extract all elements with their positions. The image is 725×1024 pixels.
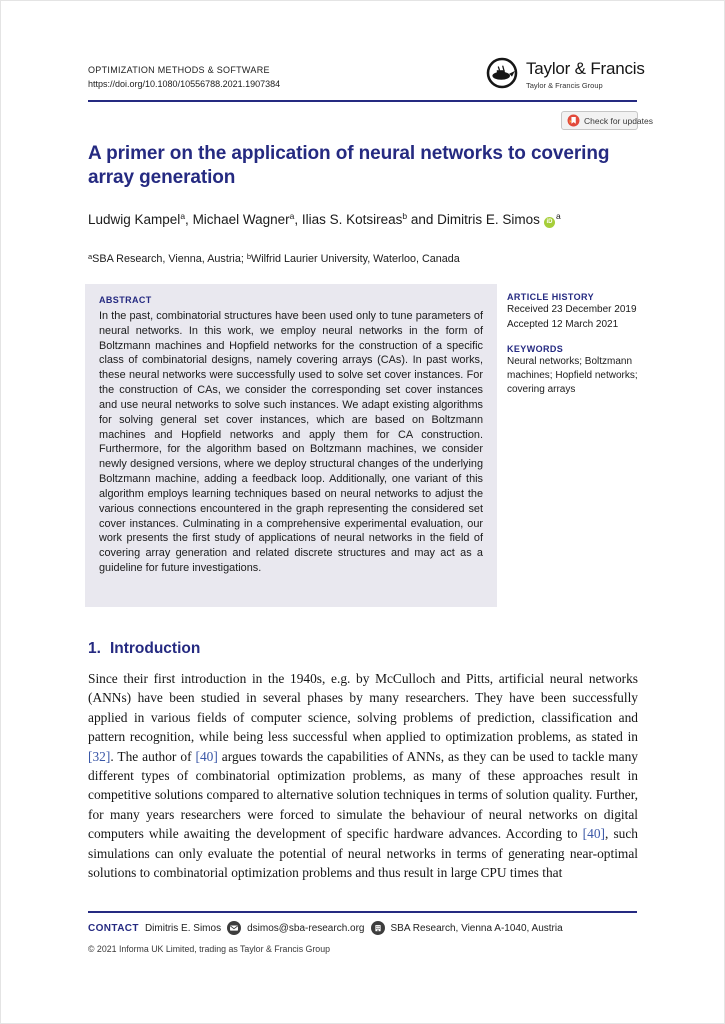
- contact-address: SBA Research, Vienna A-1040, Austria: [390, 922, 563, 934]
- author-name: Michael Wagner: [192, 212, 290, 227]
- affiliations-line: [88, 253, 648, 265]
- abstract-label: ABSTRACT: [99, 295, 152, 305]
- author-separator: ,: [185, 212, 193, 227]
- accepted-date: Accepted 12 March 2021: [507, 319, 619, 330]
- article-history-label: ARTICLE HISTORY: [507, 292, 595, 302]
- citation-link[interactable]: [40]: [195, 748, 218, 764]
- header-divider: [88, 100, 637, 102]
- author-line: [88, 212, 648, 228]
- author-affiliation-marker: a: [180, 211, 186, 221]
- keywords-text: Neural networks; Boltzmann machines; Hopfield networks; covering arrays: [507, 356, 638, 395]
- copyright-line: © 2021 Informa UK Limited, trading as Taylor & Francis Group: [88, 944, 330, 954]
- publisher-logo: [486, 57, 645, 90]
- publisher-wordmark: [526, 57, 645, 90]
- crossmark-icon: [567, 114, 580, 127]
- check-for-updates-button[interactable]: [561, 111, 653, 130]
- author-name: Ilias S. Kotsireas: [301, 212, 403, 227]
- keywords-label: KEYWORDS: [507, 344, 564, 354]
- section-number: 1.: [88, 640, 101, 657]
- citation-link[interactable]: [32]: [88, 748, 111, 764]
- abstract-text: In the past, combinatorial structures have been used only to tune parameters of neural networks. In this work, we employ neural networks in the form of Boltzmann machines and Hopfield networks for the construction of a specific class of combinatorial designs, namely covering arrays (CAs). In past works, these neural networks were successfully used to solve set cover instances. For the construction of CAs, we consider the corresponding set cover instances and use neural networks to solve such instances. We adapt existing algorithms for solving general set cover instances, which are based on Boltzmann machines and Hopfield networks and apply them for CA construction. Furthermore, for the algorithm based on Boltzmann machines, we consider newly designed versions, where we deploy structural changes of the underlying Boltzmann machine, adding a feedback loop. Additionally, one variant of this algorithm employs learning techniques based on neural networks to adjust the various connections encountered in the graph representing the considered set cover instances. Culminating in a comprehensive experimental evaluation, our work presents the first study of applications of neural networks in the field of covering array generation and related discrete structures and may act as a guideline for future investigations.: [99, 310, 483, 575]
- abstract-box: [85, 284, 497, 607]
- contact-name: Dimitris E. Simos: [144, 922, 222, 934]
- publisher-name: Taylor & Francis: [526, 59, 645, 78]
- section-heading-introduction: [88, 640, 200, 658]
- publisher-group: Taylor & Francis Group: [526, 80, 603, 90]
- author-separator: and: [407, 212, 438, 227]
- affiliation-marker: b: [246, 252, 251, 261]
- article-title: A primer on the application of neural networks to covering array generation: [88, 143, 610, 188]
- author-affiliation-marker: a: [289, 211, 295, 221]
- author-affiliation-marker: a: [555, 211, 561, 221]
- introduction-paragraph: Since their first introduction in the 1940s, e.g. by McCulloch and Pitts, artificial neural networks (ANNs) have been studied in several phases by many researchers. They have been successfully applied in various fields of computer science, solving problems of prediction, classification and pattern recognition, while being less successful when applied to optimization problems, as stated in [32]. The author of [40] argues towards the capabilities of ANNs, as they can be used to tackle many different types of combinatorial optimization problems, as many of these approaches result in competitive solutions compared to alternative solution techniques in terms of solution quality. Further, for many years researchers were forced to simulate the behaviour of neural networks on digital computers while awaiting the development of specific hardware advances. According to [40], such simulations can only evaluate the potential of neural networks in terms of generating near-optimal solutions to combinatorial optimization problems and thus result in large CPU times that: [88, 671, 638, 881]
- affiliation-marker: a: [88, 252, 93, 261]
- author-name: Dimitris E. Simos: [437, 212, 540, 227]
- author-name: Ludwig Kampel: [88, 212, 181, 227]
- spacer: [507, 332, 659, 344]
- contact-email[interactable]: dsimos@sba-research.org: [247, 922, 365, 934]
- journal-header: [88, 64, 280, 91]
- address-icon: [371, 921, 385, 935]
- taylor-francis-lamp-icon: [486, 57, 518, 89]
- orcid-icon[interactable]: iD: [544, 217, 555, 228]
- email-icon: [227, 921, 241, 935]
- footer-divider: [88, 911, 637, 913]
- journal-name: OPTIMIZATION METHODS & SOFTWARE: [88, 65, 270, 75]
- author-affiliation-marker: b: [402, 211, 408, 221]
- contact-label: CONTACT: [88, 922, 139, 934]
- author-separator: ,: [294, 212, 302, 227]
- section-title: Introduction: [109, 640, 201, 657]
- citation-link[interactable]: [40]: [582, 826, 605, 842]
- article-info-column: [507, 292, 659, 397]
- affiliation-text: SBA Research, Vienna, Austria;: [92, 253, 247, 265]
- contact-line: [88, 921, 563, 935]
- affiliation-text: Wilfrid Laurier University, Waterloo, Canada: [251, 253, 460, 265]
- received-date: Received 23 December 2019: [507, 304, 637, 315]
- check-for-updates-label: Check for updates: [584, 115, 653, 126]
- doi-link[interactable]: https://doi.org/10.1080/10556788.2021.1907384: [88, 78, 281, 89]
